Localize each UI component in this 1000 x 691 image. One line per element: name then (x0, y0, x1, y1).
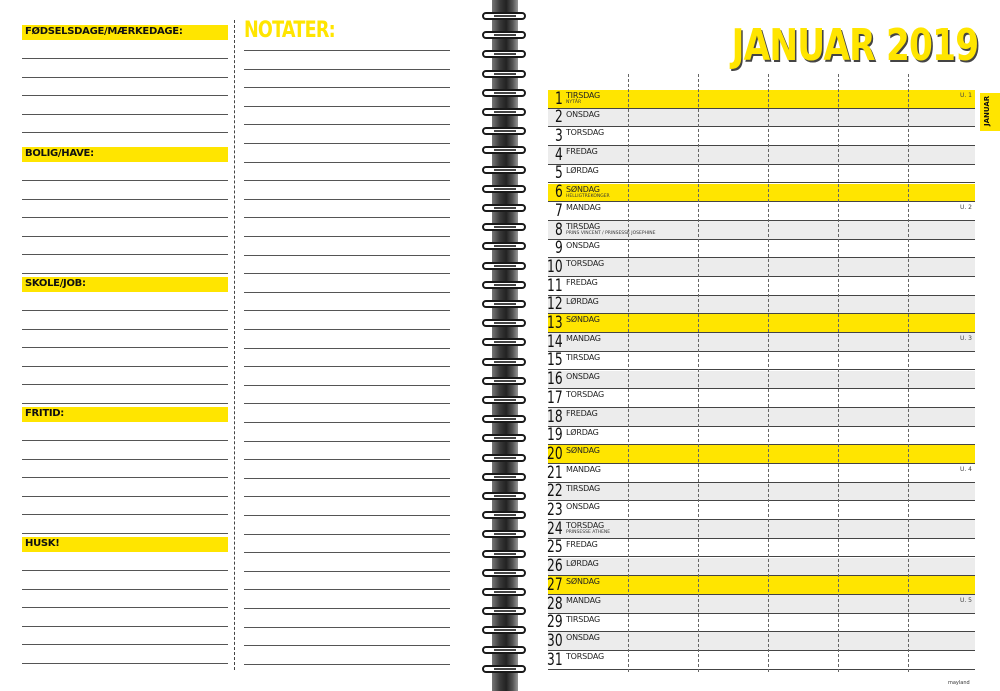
binding-ring (482, 70, 526, 78)
day-row[interactable] (548, 427, 975, 446)
day-number: 3 (555, 126, 563, 147)
section-header (22, 537, 228, 552)
day-name: MANDAG (566, 334, 601, 344)
binding-ring (482, 569, 526, 577)
day-number: 25 (547, 537, 563, 558)
day-row[interactable] (548, 614, 975, 633)
writing-line[interactable] (22, 663, 228, 664)
section-header (22, 25, 228, 40)
writing-line[interactable] (22, 114, 228, 115)
day-name: FREDAG (566, 278, 598, 287)
day-name: LØRDAG (566, 165, 599, 175)
binding-ring (482, 223, 526, 231)
binding-ring (482, 50, 526, 58)
notes-line[interactable] (244, 50, 450, 51)
day-number: 24 (547, 518, 563, 539)
day-row[interactable] (548, 352, 975, 371)
day-name: SØNDAG (566, 315, 600, 325)
day-row[interactable] (548, 314, 975, 333)
day-row[interactable] (548, 202, 975, 221)
day-number: 29 (547, 612, 563, 633)
column-divider-dashed (838, 74, 839, 672)
day-number: 19 (547, 425, 563, 446)
day-name: ONSDAG (566, 109, 600, 119)
writing-line[interactable] (22, 310, 228, 311)
writing-line[interactable] (22, 607, 228, 608)
day-number: 2 (555, 107, 563, 128)
writing-line[interactable] (22, 589, 228, 590)
day-name: LØRDAG (566, 427, 599, 437)
notes-line[interactable] (244, 348, 450, 349)
notes-line[interactable] (244, 329, 450, 330)
day-number: 28 (547, 593, 563, 614)
day-number: 11 (547, 275, 563, 296)
day-number: 22 (547, 481, 563, 502)
day-row[interactable] (548, 464, 975, 483)
day-number: 9 (555, 238, 563, 259)
binding-ring (482, 588, 526, 596)
day-row[interactable] (548, 539, 975, 558)
writing-line[interactable] (22, 403, 228, 404)
day-row[interactable] (548, 595, 975, 614)
notes-line[interactable] (244, 180, 450, 181)
day-row[interactable] (548, 632, 975, 651)
binding-ring (482, 89, 526, 97)
notes-line[interactable] (244, 143, 450, 144)
day-number: 16 (547, 369, 563, 390)
day-row[interactable] (548, 127, 975, 146)
binding-ring (482, 377, 526, 385)
notes-line[interactable] (244, 589, 450, 590)
day-row[interactable] (548, 520, 975, 539)
day-name: TORSDAG (566, 390, 604, 400)
week-number: U. 3 (959, 335, 972, 343)
notes-line[interactable] (244, 515, 450, 516)
day-number: 10 (547, 256, 563, 277)
writing-line[interactable] (22, 570, 228, 571)
notes-line[interactable] (244, 236, 450, 237)
holiday-note: HELLIGTREKONGER (566, 193, 610, 199)
binding-ring (482, 358, 526, 366)
notes-line[interactable] (244, 273, 450, 274)
writing-line[interactable] (22, 496, 228, 497)
section-label: BOLIG/HAVE: (25, 148, 94, 159)
day-name: SØNDAG (566, 184, 600, 194)
day-name: TIRSDAG (566, 352, 601, 362)
notes-line[interactable] (244, 441, 450, 442)
writing-line[interactable] (22, 347, 228, 348)
section-header (22, 407, 228, 422)
writing-line[interactable] (22, 384, 228, 385)
day-name: FREDAG (566, 147, 598, 157)
day-number: 13 (547, 313, 563, 334)
section-header (22, 147, 228, 162)
day-name: TIRSDAG (566, 91, 601, 100)
binding-ring (482, 31, 526, 39)
binding-ring (482, 166, 526, 174)
writing-line[interactable] (22, 236, 228, 237)
section-header (22, 277, 228, 292)
column-divider-dashed (628, 74, 629, 672)
notes-line[interactable] (244, 459, 450, 460)
day-number: 1 (555, 88, 563, 109)
binding-ring (482, 396, 526, 404)
binding-ring (482, 473, 526, 481)
column-divider-dashed (698, 74, 699, 672)
day-number: 14 (547, 331, 563, 352)
writing-line[interactable] (22, 477, 228, 478)
week-number: U. 5 (959, 596, 972, 604)
writing-line[interactable] (22, 626, 228, 627)
section-label: SKOLE/JOB: (25, 278, 86, 289)
day-row[interactable] (548, 258, 975, 277)
section-label: FRITID: (25, 408, 64, 419)
writing-line[interactable] (22, 644, 228, 645)
week-number: U. 2 (959, 204, 972, 212)
notes-title: NOTATER: (244, 18, 335, 43)
day-row[interactable] (548, 576, 975, 595)
binding-ring (482, 434, 526, 442)
day-name: LØRDAG (566, 296, 599, 306)
day-row[interactable] (548, 296, 975, 315)
binding-ring (482, 204, 526, 212)
column-divider-dashed (908, 74, 909, 672)
section-label: FØDSELSDAGE/MÆRKEDAGE: (25, 26, 183, 37)
notes-line[interactable] (244, 608, 450, 609)
writing-line[interactable] (22, 58, 228, 59)
writing-line[interactable] (22, 77, 228, 78)
day-number: 15 (547, 350, 563, 371)
brand-logo: mayland (948, 680, 970, 686)
day-number: 20 (547, 443, 563, 464)
day-number: 31 (547, 649, 563, 670)
day-number: 30 (547, 630, 563, 651)
day-name: TORSDAG (566, 128, 604, 138)
week-number: U. 1 (959, 92, 972, 99)
day-row[interactable] (548, 277, 975, 296)
day-name: ONSDAG (566, 240, 600, 250)
day-row[interactable] (548, 483, 975, 502)
notes-line[interactable] (244, 310, 450, 311)
writing-line[interactable] (22, 273, 228, 274)
binding-ring (482, 454, 526, 462)
day-row[interactable] (548, 445, 975, 464)
binding-ring (482, 665, 526, 673)
day-number: 17 (547, 387, 563, 408)
holiday-note: NYTÅR (566, 100, 582, 105)
day-name: MANDAG (566, 595, 601, 605)
day-name: MANDAG (566, 203, 601, 213)
day-row[interactable] (548, 221, 975, 240)
day-number: 27 (547, 574, 563, 595)
notes-line[interactable] (244, 571, 450, 572)
binding-ring (482, 415, 526, 423)
month-tab-label: JANUAR (983, 95, 991, 126)
column-divider-dashed (768, 74, 769, 672)
notes-line[interactable] (244, 124, 450, 125)
day-name: ONSDAG (566, 633, 600, 643)
month-title: JANUAR 2019 (731, 20, 978, 71)
binding-ring (482, 607, 526, 615)
binding-ring (482, 185, 526, 193)
day-row[interactable] (548, 90, 975, 109)
section-label: HUSK! (25, 538, 60, 549)
day-name: SØNDAG (566, 446, 600, 456)
day-name: TORSDAG (566, 259, 604, 269)
notes-line[interactable] (244, 552, 450, 553)
day-row[interactable] (548, 389, 975, 408)
day-number: 18 (547, 406, 563, 427)
notes-line[interactable] (244, 87, 450, 88)
writing-line[interactable] (22, 180, 228, 181)
writing-line[interactable] (22, 132, 228, 133)
notes-line[interactable] (244, 403, 450, 404)
binding-ring (482, 281, 526, 289)
writing-line[interactable] (22, 533, 228, 534)
binding-ring (482, 646, 526, 654)
writing-line[interactable] (22, 514, 228, 515)
day-name: TORSDAG (566, 652, 604, 661)
notes-line[interactable] (244, 199, 450, 200)
binding-ring (482, 242, 526, 250)
day-name: LØRDAG (566, 558, 599, 568)
binding-ring (482, 511, 526, 519)
day-name: TIRSDAG (566, 483, 601, 493)
notes-line[interactable] (244, 627, 450, 628)
day-row[interactable] (548, 146, 975, 165)
notes-line[interactable] (244, 255, 450, 256)
day-number: 4 (555, 144, 563, 165)
day-row[interactable] (548, 240, 975, 259)
day-name: TIRSDAG (566, 221, 601, 231)
binding-ring (482, 530, 526, 538)
day-row[interactable] (548, 109, 975, 128)
day-name: FREDAG (566, 539, 598, 549)
day-row[interactable] (548, 333, 975, 352)
day-name: ONSDAG (566, 502, 600, 512)
writing-line[interactable] (22, 459, 228, 460)
notes-line[interactable] (244, 366, 450, 367)
writing-line[interactable] (22, 366, 228, 367)
holiday-note: PRINS VINCENT / PRINSESSE JOSEPHINE (566, 230, 656, 236)
day-row[interactable] (548, 651, 975, 670)
day-name: FREDAG (566, 408, 598, 418)
day-name: ONSDAG (566, 371, 600, 381)
day-number: 21 (547, 462, 563, 483)
binding-ring (482, 492, 526, 500)
binding-ring (482, 12, 526, 20)
notes-line[interactable] (244, 69, 450, 70)
writing-line[interactable] (22, 199, 228, 200)
writing-line[interactable] (22, 440, 228, 441)
day-row[interactable] (548, 408, 975, 427)
binding-ring (482, 300, 526, 308)
notes-line[interactable] (244, 645, 450, 646)
day-row[interactable] (548, 184, 975, 203)
writing-line[interactable] (22, 217, 228, 218)
notes-line[interactable] (244, 385, 450, 386)
day-number: 12 (547, 294, 563, 315)
binding-ring (482, 127, 526, 135)
day-row[interactable] (548, 501, 975, 520)
writing-line[interactable] (22, 329, 228, 330)
notes-line[interactable] (244, 217, 450, 218)
holiday-note: PRINSESSE ATHENE (566, 530, 611, 536)
day-number: 23 (547, 500, 563, 521)
notes-line[interactable] (244, 664, 450, 665)
notes-line[interactable] (244, 422, 450, 423)
day-name: TORSDAG (566, 521, 604, 531)
binding-ring (482, 108, 526, 116)
day-row[interactable] (548, 371, 975, 390)
writing-line[interactable] (22, 254, 228, 255)
binding-ring (482, 626, 526, 634)
day-name: MANDAG (566, 465, 601, 474)
week-number: U. 4 (959, 466, 972, 473)
day-row[interactable] (548, 165, 975, 184)
day-row[interactable] (548, 558, 975, 577)
day-number: 7 (555, 200, 563, 221)
notes-line[interactable] (244, 292, 450, 293)
binding-ring (482, 319, 526, 327)
day-name: TIRSDAG (566, 614, 601, 624)
day-number: 6 (555, 182, 563, 203)
day-number: 5 (555, 163, 563, 184)
notes-line[interactable] (244, 478, 450, 479)
notes-line[interactable] (244, 534, 450, 535)
notes-line[interactable] (244, 162, 450, 163)
column-divider (234, 20, 235, 670)
spiral-binding (470, 0, 540, 691)
month-tab[interactable] (980, 93, 1000, 131)
notes-line[interactable] (244, 106, 450, 107)
binding-ring (482, 262, 526, 270)
day-number: 8 (555, 219, 563, 240)
left-page (0, 0, 470, 691)
binding-ring (482, 338, 526, 346)
binding-ring (482, 146, 526, 154)
day-name: SØNDAG (566, 577, 600, 587)
writing-line[interactable] (22, 95, 228, 96)
day-number: 26 (547, 556, 563, 577)
binding-ring (482, 550, 526, 558)
notes-line[interactable] (244, 496, 450, 497)
